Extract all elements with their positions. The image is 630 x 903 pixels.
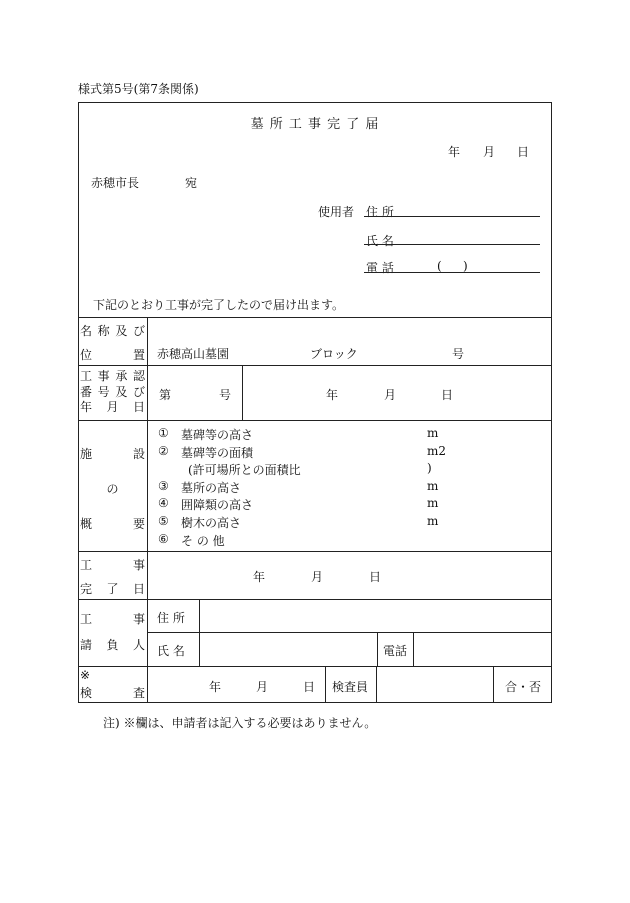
facility-item-text: 囲障類の高さ bbox=[181, 498, 254, 513]
facility-item-number: ③ bbox=[158, 478, 169, 493]
completion-label-line1: 工 事 bbox=[80, 558, 145, 572]
approval-dai: 第 bbox=[159, 388, 172, 402]
cemetery-name: 赤穂高山墓園 bbox=[157, 347, 230, 361]
applicant-phone-underline[interactable] bbox=[364, 272, 540, 273]
approval-day: 日 bbox=[441, 388, 454, 402]
facility-item-unit: ) bbox=[427, 461, 432, 476]
inspection-mark: ※ bbox=[80, 668, 91, 682]
facility-label-line2 bbox=[80, 480, 145, 497]
facility-item-number: ⑤ bbox=[158, 514, 169, 528]
approval-label bbox=[80, 369, 145, 416]
date-year: 年 bbox=[448, 145, 461, 159]
facility-item-number: ① bbox=[158, 426, 169, 440]
form-title: 墓 所 工 事 完 了 届 bbox=[250, 117, 380, 132]
facility-item-text: 墓碑等の面積 bbox=[181, 445, 254, 460]
completion-day: 日 bbox=[369, 570, 382, 584]
statement-text: 下記のとおり工事が完了したので届け出ます。 bbox=[93, 298, 345, 312]
facility-item-text: 墓碑等の高さ bbox=[181, 428, 254, 442]
inspection-month: 月 bbox=[256, 680, 269, 694]
inspection-label bbox=[80, 684, 145, 701]
applicant-label: 使用者 bbox=[318, 205, 355, 219]
inspection-day: 日 bbox=[303, 680, 316, 694]
completion-month: 月 bbox=[311, 570, 324, 584]
applicant-name-underline[interactable] bbox=[364, 244, 540, 245]
contractor-address-label: 住 所 bbox=[157, 611, 185, 625]
approval-label-line2: 番 号 及 び bbox=[80, 384, 145, 399]
contractor-label bbox=[80, 610, 145, 654]
completion-year: 年 bbox=[253, 570, 266, 584]
approval-label-line3: 年 月 日 bbox=[80, 400, 145, 414]
number-label: 号 bbox=[452, 347, 465, 361]
facility-label-text3: 概 要 bbox=[80, 517, 145, 531]
approval-go: 号 bbox=[219, 388, 232, 402]
cell-divider bbox=[242, 365, 243, 420]
contractor-label-line1: 工 事 bbox=[80, 612, 145, 626]
applicant-name-label: 氏 名 bbox=[366, 234, 394, 248]
facility-item-number: ⑥ bbox=[158, 531, 169, 546]
location-label-line2: 位 置 bbox=[80, 348, 145, 362]
facility-item-unit: m bbox=[427, 496, 439, 511]
location-label bbox=[80, 322, 145, 364]
inspection-label-text: 検 査 bbox=[80, 686, 145, 700]
completion-label-line2: 完 了 日 bbox=[80, 582, 145, 596]
contractor-name-label: 氏 名 bbox=[157, 644, 185, 658]
cell-divider bbox=[377, 632, 378, 666]
facility-item-text: (許可場所との面積比 bbox=[188, 463, 301, 478]
location-label-line1: 名 称 及 び bbox=[80, 324, 145, 338]
facility-label-text2: の bbox=[106, 482, 119, 496]
approval-month: 月 bbox=[384, 388, 397, 402]
phone-paren-open: ( bbox=[437, 259, 442, 273]
applicant-phone-label: 電 話 bbox=[366, 261, 394, 275]
addressee-suffix: 宛 bbox=[185, 176, 198, 190]
approval-label-line1: 工 事 承 認 bbox=[80, 369, 145, 383]
form-number: 様式第5号(第7条関係) bbox=[78, 82, 199, 96]
inspection-result: 合・否 bbox=[505, 680, 542, 694]
inspection-year: 年 bbox=[209, 680, 222, 694]
addressee-name: 赤穂市長 bbox=[91, 176, 140, 190]
facility-item-number: ② bbox=[158, 443, 169, 458]
row-divider bbox=[78, 666, 552, 667]
contractor-phone-label: 電話 bbox=[383, 644, 408, 658]
cell-divider bbox=[325, 666, 326, 703]
facility-label-line3 bbox=[80, 515, 145, 532]
row-divider bbox=[78, 420, 552, 421]
facility-item-unit: m bbox=[427, 426, 439, 440]
applicant-address-underline[interactable] bbox=[364, 216, 540, 217]
facility-item-unit: m bbox=[427, 514, 439, 528]
cell-divider bbox=[376, 666, 377, 703]
facility-item-number: ④ bbox=[158, 496, 169, 511]
contractor-phone-field[interactable] bbox=[414, 633, 551, 666]
row-divider bbox=[78, 551, 552, 552]
phone-paren-close: ) bbox=[463, 259, 468, 273]
footnote: 注) ※欄は、申請者は記入する必要はありません。 bbox=[103, 716, 377, 730]
completion-label bbox=[80, 556, 145, 598]
date-month: 月 bbox=[483, 145, 496, 159]
facility-label-text1: 施 設 bbox=[80, 447, 145, 461]
inspector-label: 検査員 bbox=[332, 680, 369, 694]
facility-item-text: 樹木の高さ bbox=[181, 516, 242, 530]
contractor-name-field[interactable] bbox=[200, 633, 376, 666]
block-label: ブロック bbox=[310, 347, 358, 361]
date-day: 日 bbox=[517, 145, 530, 159]
facility-item-unit: m2 bbox=[427, 443, 447, 458]
label-column-divider bbox=[147, 317, 148, 703]
contractor-address-field[interactable] bbox=[200, 600, 551, 632]
facility-item-text: そ の 他 bbox=[181, 533, 225, 548]
contractor-label-line2: 請 負 人 bbox=[80, 638, 145, 652]
facility-item-text: 墓所の高さ bbox=[181, 480, 242, 495]
row-divider bbox=[78, 317, 552, 318]
row-divider bbox=[78, 365, 552, 366]
facility-label-line1 bbox=[80, 445, 145, 462]
facility-item-unit: m bbox=[427, 478, 439, 493]
cell-divider bbox=[493, 666, 494, 703]
applicant-address-label: 住 所 bbox=[366, 205, 394, 219]
approval-year: 年 bbox=[326, 388, 339, 402]
